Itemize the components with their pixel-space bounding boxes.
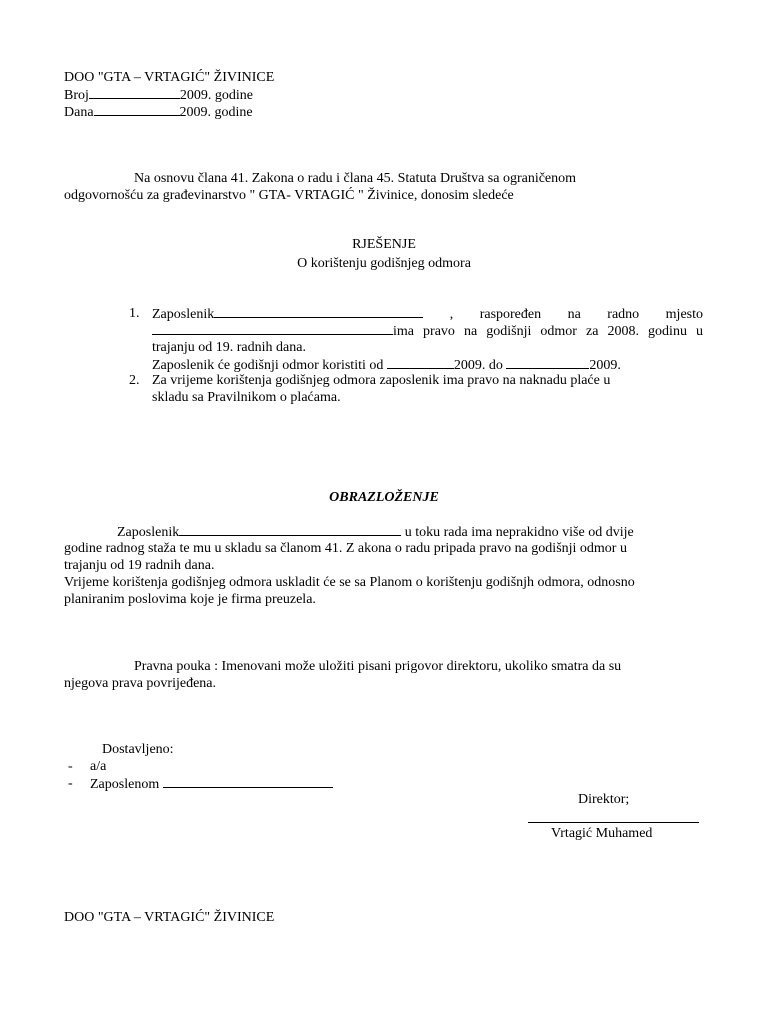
item-1-word-radno: radno	[607, 307, 640, 322]
dana-label: Dana	[64, 105, 94, 120]
intro-line-1: Na osnovu člana 41. Zakona o radu i člana 45. Statuta Društva sa ograničenom	[134, 171, 577, 186]
item-1-employee-label: Zaposlenik	[152, 307, 215, 322]
delivery-dash-2: -	[68, 776, 73, 791]
item-1-line-3: trajanju od 19. radnih dana.	[152, 340, 306, 355]
company-name: DOO "GTA – VRTAGIĆ" ŽIVINICE	[64, 70, 275, 85]
broj-blank	[89, 86, 180, 99]
delivery-employee-blank	[163, 775, 333, 788]
director-name: Vrtagić Muhamed	[551, 826, 653, 841]
delivery-dash-1: -	[68, 759, 73, 774]
signature-line	[528, 808, 699, 823]
item-2-number: 2.	[129, 373, 140, 388]
reasoning-employee-label: Zaposlenik	[117, 525, 180, 540]
leave-to-blank	[506, 356, 589, 369]
delivery-employee-label: Zaposlenom	[90, 777, 160, 792]
item-1-word-na: na	[567, 307, 581, 322]
leave-from-blank	[387, 356, 454, 369]
reasoning-line-1	[117, 523, 634, 541]
item-2-line-1: Za vrijeme korištenja godišnjeg odmora zaposlenik ima pravo na naknadu plaće u	[152, 373, 611, 388]
reasoning-line-3: trajanju od 19 radnih dana.	[64, 558, 215, 573]
dana-suffix: 2009. godine	[179, 105, 253, 120]
legal-notice-line-1: Pravna pouka : Imenovani može uložiti pisani prigovor direktoru, ukoliko smatra da su	[134, 659, 622, 674]
director-label: Direktor;	[578, 792, 630, 807]
broj-line	[64, 86, 253, 104]
delivery-item-employee	[90, 775, 333, 793]
intro-line-2: odgovornošću za građevinarstvo " GTA- VRTAGIĆ " Živinice, donosim sledeće	[64, 188, 514, 203]
document-subtitle: O korištenju godišnjeg odmora	[297, 256, 471, 271]
item-1-word-mjesto: mjesto	[665, 307, 704, 322]
reasoning-line-5: planiranim poslovima koje je firma preuzela.	[64, 592, 316, 607]
broj-suffix: 2009. godine	[179, 88, 253, 103]
delivered-label: Dostavljeno:	[102, 742, 174, 757]
item-1-line-2-text: ima pravo na godišnji odmor za 2008. godinu u	[393, 324, 703, 339]
item-1-line-2	[152, 322, 703, 340]
reasoning-line-2: godine radnog staža te mu u skladu sa članom 41. Z akona o radu pripada pravo na godišnji odmor u	[64, 541, 627, 556]
leave-to-label: 2009. do	[453, 358, 503, 373]
item-1-number: 1.	[129, 306, 140, 321]
reasoning-line-1-text: u toku rada ima neprakidno više od dvije	[404, 525, 634, 540]
dana-blank	[94, 103, 180, 116]
item-1-line-1	[152, 305, 703, 323]
footer-company-name: DOO "GTA – VRTAGIĆ" ŽIVINICE	[64, 910, 275, 925]
legal-notice-line-2: njegova prava povrijeđena.	[64, 676, 216, 691]
item-1-comma: ,	[449, 307, 454, 322]
reasoning-employee-blank	[179, 523, 401, 536]
broj-label: Broj	[64, 88, 89, 103]
reasoning-heading: OBRAZLOŽENJE	[329, 490, 439, 505]
leave-to-year: 2009.	[589, 358, 621, 373]
leave-from-label: Zaposlenik će godišnji odmor koristiti od	[152, 358, 384, 373]
job-position-blank	[152, 322, 393, 335]
delivery-item-aa: a/a	[90, 759, 107, 774]
employee-name-blank	[214, 305, 423, 318]
document-title: RJEŠENJE	[352, 237, 416, 252]
reasoning-line-4: Vrijeme korištenja godišnjeg odmora uskladit će se sa Planom o korištenju godišnjh odmora, odnosno	[64, 575, 635, 590]
item-2-line-2: skladu sa Pravilnikom o plaćama.	[152, 390, 341, 405]
dana-line	[64, 103, 253, 121]
item-1-word-rasporeden: raspoređen	[479, 307, 542, 322]
